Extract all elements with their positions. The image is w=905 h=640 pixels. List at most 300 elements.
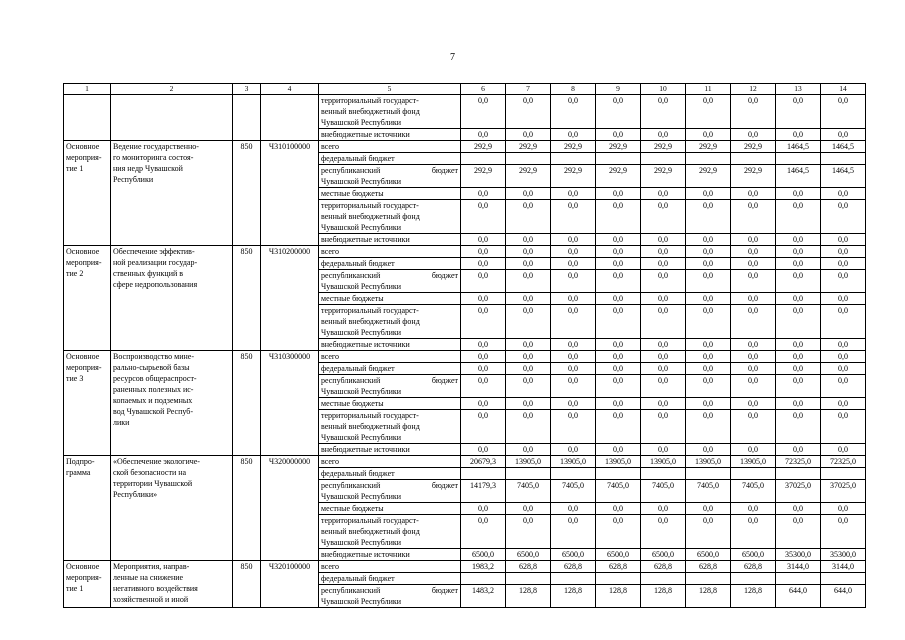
amount-cell: 0,0	[461, 410, 506, 444]
amount-cell: 0,0	[596, 305, 641, 339]
amount-cell: 1483,2	[461, 585, 506, 608]
funding-source-cell: территориальный государст- венный внебюджетный фонд Чувашской Республики	[319, 305, 461, 339]
amount-cell: 0,0	[596, 515, 641, 549]
table-row	[64, 95, 866, 129]
amount-cell: 13905,0	[506, 456, 551, 468]
amount-cell: 0,0	[821, 270, 866, 293]
amount-cell: 6500,0	[551, 549, 596, 561]
amount-cell: 0,0	[551, 188, 596, 200]
gbp-code-cell: 850	[233, 351, 261, 456]
amount-cell: 128,8	[551, 585, 596, 608]
column-number-cell: 1	[64, 84, 111, 95]
amount-cell: 0,0	[686, 246, 731, 258]
column-number-cell: 12	[731, 84, 776, 95]
amount-cell: 644,0	[776, 585, 821, 608]
amount-cell: 0,0	[776, 258, 821, 270]
amount-cell: 0,0	[686, 398, 731, 410]
amount-cell: 0,0	[686, 270, 731, 293]
amount-cell: 0,0	[731, 515, 776, 549]
table-body	[64, 95, 866, 608]
amount-cell: 0,0	[731, 375, 776, 398]
amount-cell: 292,9	[461, 165, 506, 188]
funding-source-cell: территориальный государст- венный внебюджетный фонд Чувашской Республики	[319, 95, 461, 129]
amount-cell: 0,0	[596, 339, 641, 351]
amount-cell: 0,0	[686, 305, 731, 339]
amount-cell: 7405,0	[506, 480, 551, 503]
amount-cell: 0,0	[821, 293, 866, 305]
column-number-cell: 7	[506, 84, 551, 95]
amount-cell	[686, 573, 731, 585]
amount-cell: 6500,0	[731, 549, 776, 561]
amount-cell: 0,0	[776, 293, 821, 305]
amount-cell: 0,0	[776, 270, 821, 293]
amount-cell: 0,0	[551, 293, 596, 305]
amount-cell: 0,0	[596, 363, 641, 375]
amount-cell	[731, 573, 776, 585]
amount-cell	[506, 468, 551, 480]
amount-cell: 0,0	[686, 188, 731, 200]
group-description-cell: Обеспечение эффектив- ной реализации государ- ственных функций в сфере недропользования	[111, 246, 233, 351]
column-number-cell: 8	[551, 84, 596, 95]
amount-cell: 0,0	[686, 339, 731, 351]
amount-cell: 0,0	[596, 200, 641, 234]
amount-cell: 0,0	[686, 410, 731, 444]
funding-source-cell: федеральный бюджет	[319, 258, 461, 270]
amount-cell	[596, 573, 641, 585]
table-row	[64, 351, 866, 363]
amount-cell: 0,0	[596, 398, 641, 410]
program-code-cell	[261, 95, 319, 141]
amount-cell	[821, 468, 866, 480]
amount-cell: 0,0	[506, 363, 551, 375]
amount-cell: 6500,0	[461, 549, 506, 561]
funding-source-cell: всего	[319, 456, 461, 468]
amount-cell: 628,8	[731, 561, 776, 573]
page-number: 7	[450, 52, 455, 63]
funding-source-cell: территориальный государст- венный внебюджетный фонд Чувашской Республики	[319, 200, 461, 234]
amount-cell: 0,0	[596, 246, 641, 258]
group-title-cell: Подпро- грамма	[64, 456, 111, 561]
amount-cell: 292,9	[551, 141, 596, 153]
table-row	[64, 456, 866, 468]
amount-cell	[641, 468, 686, 480]
amount-cell: 128,8	[596, 585, 641, 608]
amount-cell: 0,0	[776, 95, 821, 129]
amount-cell: 0,0	[776, 200, 821, 234]
amount-cell: 0,0	[551, 503, 596, 515]
amount-cell: 0,0	[641, 95, 686, 129]
amount-cell: 1464,5	[776, 141, 821, 153]
group-title-cell: Основное мероприя- тие 1	[64, 561, 111, 608]
amount-cell: 0,0	[506, 188, 551, 200]
amount-cell: 628,8	[596, 561, 641, 573]
amount-cell	[551, 468, 596, 480]
amount-cell: 0,0	[776, 188, 821, 200]
group-title-cell: Основное мероприя- тие 2	[64, 246, 111, 351]
column-number-cell: 4	[261, 84, 319, 95]
amount-cell: 0,0	[776, 339, 821, 351]
amount-cell: 3144,0	[821, 561, 866, 573]
funding-source-cell: республиканский бюджет Чувашской Республики	[319, 375, 461, 398]
funding-source-cell: федеральный бюджет	[319, 468, 461, 480]
amount-cell: 0,0	[776, 363, 821, 375]
amount-cell: 0,0	[506, 293, 551, 305]
gbp-code-cell	[233, 95, 261, 141]
amount-cell	[776, 153, 821, 165]
column-number-cell: 3	[233, 84, 261, 95]
amount-cell: 0,0	[821, 339, 866, 351]
amount-cell: 0,0	[776, 444, 821, 456]
amount-cell: 0,0	[551, 270, 596, 293]
amount-cell: 0,0	[641, 363, 686, 375]
amount-cell: 0,0	[641, 234, 686, 246]
amount-cell: 292,9	[506, 141, 551, 153]
amount-cell	[821, 573, 866, 585]
funding-source-cell: федеральный бюджет	[319, 153, 461, 165]
amount-cell: 0,0	[506, 375, 551, 398]
funding-source-cell: территориальный государст- венный внебюджетный фонд Чувашской Республики	[319, 515, 461, 549]
amount-cell: 292,9	[641, 165, 686, 188]
amount-cell: 0,0	[506, 95, 551, 129]
amount-cell: 292,9	[731, 141, 776, 153]
amount-cell: 0,0	[596, 234, 641, 246]
amount-cell: 1464,5	[821, 165, 866, 188]
amount-cell: 292,9	[686, 165, 731, 188]
group-description-cell: Воспроизводство мине- рально-сырьевой базы ресурсов общераспрост- раненных полезных ис- копаемых и подземных вод Чувашской Респуб- лики	[111, 351, 233, 456]
amount-cell: 0,0	[731, 293, 776, 305]
funding-source-cell: всего	[319, 246, 461, 258]
amount-cell: 0,0	[641, 398, 686, 410]
amount-cell: 0,0	[686, 258, 731, 270]
amount-cell: 292,9	[596, 165, 641, 188]
group-title-cell: Основное мероприя- тие 1	[64, 141, 111, 246]
amount-cell: 0,0	[821, 129, 866, 141]
amount-cell: 72325,0	[821, 456, 866, 468]
amount-cell	[776, 468, 821, 480]
program-code-cell: Ч310100000	[261, 141, 319, 246]
amount-cell	[731, 153, 776, 165]
amount-cell: 0,0	[506, 258, 551, 270]
gbp-code-cell: 850	[233, 246, 261, 351]
column-number-row	[64, 84, 866, 95]
amount-cell: 0,0	[596, 188, 641, 200]
amount-cell: 0,0	[641, 305, 686, 339]
funding-source-cell: территориальный государст- венный внебюджетный фонд Чувашской Республики	[319, 410, 461, 444]
budget-table	[63, 83, 866, 608]
amount-cell: 0,0	[731, 246, 776, 258]
amount-cell: 0,0	[506, 129, 551, 141]
amount-cell: 0,0	[821, 188, 866, 200]
amount-cell: 0,0	[686, 200, 731, 234]
amount-cell: 628,8	[686, 561, 731, 573]
amount-cell: 0,0	[731, 234, 776, 246]
amount-cell: 0,0	[461, 503, 506, 515]
group-title-cell	[64, 95, 111, 141]
amount-cell: 0,0	[461, 398, 506, 410]
amount-cell: 35300,0	[821, 549, 866, 561]
amount-cell: 0,0	[731, 351, 776, 363]
amount-cell: 0,0	[641, 246, 686, 258]
column-number-cell: 14	[821, 84, 866, 95]
amount-cell: 0,0	[596, 351, 641, 363]
amount-cell: 0,0	[731, 339, 776, 351]
amount-cell: 37025,0	[821, 480, 866, 503]
column-number-cell: 5	[319, 84, 461, 95]
amount-cell: 0,0	[686, 515, 731, 549]
amount-cell: 0,0	[686, 351, 731, 363]
amount-cell: 128,8	[686, 585, 731, 608]
amount-cell: 0,0	[551, 246, 596, 258]
column-number-cell: 2	[111, 84, 233, 95]
amount-cell: 0,0	[731, 410, 776, 444]
funding-source-cell: федеральный бюджет	[319, 363, 461, 375]
gbp-code-cell: 850	[233, 561, 261, 608]
amount-cell: 0,0	[821, 503, 866, 515]
amount-cell: 0,0	[461, 95, 506, 129]
amount-cell: 0,0	[776, 351, 821, 363]
amount-cell: 0,0	[551, 305, 596, 339]
amount-cell: 292,9	[731, 165, 776, 188]
amount-cell: 628,8	[551, 561, 596, 573]
amount-cell: 0,0	[776, 398, 821, 410]
amount-cell: 292,9	[641, 141, 686, 153]
amount-cell: 0,0	[596, 129, 641, 141]
amount-cell: 0,0	[461, 293, 506, 305]
amount-cell: 128,8	[731, 585, 776, 608]
program-code-cell: Ч310300000	[261, 351, 319, 456]
amount-cell: 0,0	[551, 200, 596, 234]
amount-cell: 0,0	[821, 200, 866, 234]
amount-cell: 292,9	[686, 141, 731, 153]
program-code-cell: Ч320100000	[261, 561, 319, 608]
amount-cell: 0,0	[821, 234, 866, 246]
funding-source-cell: внебюджетные источники	[319, 444, 461, 456]
column-number-cell: 11	[686, 84, 731, 95]
amount-cell: 13905,0	[731, 456, 776, 468]
amount-cell: 0,0	[461, 200, 506, 234]
amount-cell: 0,0	[731, 95, 776, 129]
funding-source-cell: внебюджетные источники	[319, 234, 461, 246]
amount-cell: 0,0	[506, 305, 551, 339]
funding-source-cell: внебюджетные источники	[319, 129, 461, 141]
amount-cell: 0,0	[686, 444, 731, 456]
amount-cell: 0,0	[776, 234, 821, 246]
amount-cell: 7405,0	[686, 480, 731, 503]
amount-cell: 0,0	[821, 305, 866, 339]
funding-source-cell: местные бюджеты	[319, 503, 461, 515]
amount-cell	[461, 468, 506, 480]
amount-cell: 0,0	[461, 515, 506, 549]
amount-cell: 0,0	[776, 410, 821, 444]
amount-cell: 0,0	[506, 200, 551, 234]
amount-cell: 72325,0	[776, 456, 821, 468]
amount-cell: 0,0	[776, 246, 821, 258]
amount-cell: 0,0	[641, 444, 686, 456]
amount-cell	[551, 153, 596, 165]
amount-cell: 6500,0	[686, 549, 731, 561]
funding-source-cell: внебюджетные источники	[319, 549, 461, 561]
amount-cell	[776, 573, 821, 585]
gbp-code-cell: 850	[233, 141, 261, 246]
amount-cell: 0,0	[731, 188, 776, 200]
amount-cell: 0,0	[596, 444, 641, 456]
amount-cell: 13905,0	[686, 456, 731, 468]
amount-cell: 0,0	[461, 375, 506, 398]
funding-source-cell: внебюджетные источники	[319, 339, 461, 351]
amount-cell: 0,0	[821, 246, 866, 258]
amount-cell: 0,0	[641, 258, 686, 270]
amount-cell: 0,0	[731, 270, 776, 293]
table-row	[64, 561, 866, 573]
amount-cell	[686, 468, 731, 480]
amount-cell: 0,0	[551, 258, 596, 270]
funding-source-cell: федеральный бюджет	[319, 573, 461, 585]
funding-source-cell: республиканский бюджет Чувашской Республики	[319, 585, 461, 608]
amount-cell: 0,0	[506, 515, 551, 549]
amount-cell: 0,0	[506, 410, 551, 444]
amount-cell: 1464,5	[821, 141, 866, 153]
amount-cell: 0,0	[821, 375, 866, 398]
amount-cell: 0,0	[596, 270, 641, 293]
amount-cell	[596, 153, 641, 165]
amount-cell: 0,0	[461, 444, 506, 456]
amount-cell: 0,0	[641, 375, 686, 398]
funding-source-cell: республиканский бюджет Чувашской Республики	[319, 165, 461, 188]
amount-cell: 0,0	[596, 95, 641, 129]
amount-cell: 0,0	[551, 129, 596, 141]
amount-cell: 0,0	[461, 351, 506, 363]
amount-cell: 37025,0	[776, 480, 821, 503]
amount-cell: 7405,0	[731, 480, 776, 503]
table-row	[64, 246, 866, 258]
amount-cell: 1464,5	[776, 165, 821, 188]
amount-cell: 0,0	[686, 95, 731, 129]
amount-cell: 0,0	[506, 444, 551, 456]
amount-cell: 0,0	[506, 351, 551, 363]
amount-cell: 0,0	[731, 398, 776, 410]
group-description-cell: Мероприятия, направ- ленные на снижение негативного воздействия хозяйственной и иной	[111, 561, 233, 608]
funding-source-cell: местные бюджеты	[319, 398, 461, 410]
amount-cell: 292,9	[506, 165, 551, 188]
column-number-cell: 9	[596, 84, 641, 95]
amount-cell	[641, 573, 686, 585]
amount-cell: 0,0	[731, 258, 776, 270]
amount-cell: 0,0	[551, 444, 596, 456]
amount-cell: 0,0	[596, 503, 641, 515]
group-description-cell: «Обеспечение экологиче- ской безопасности на территории Чувашской Республики»	[111, 456, 233, 561]
amount-cell: 0,0	[821, 444, 866, 456]
amount-cell: 0,0	[506, 270, 551, 293]
amount-cell	[821, 153, 866, 165]
amount-cell: 0,0	[776, 129, 821, 141]
amount-cell: 0,0	[506, 398, 551, 410]
amount-cell: 0,0	[731, 444, 776, 456]
amount-cell: 0,0	[731, 200, 776, 234]
amount-cell: 0,0	[821, 515, 866, 549]
amount-cell: 13905,0	[641, 456, 686, 468]
amount-cell: 0,0	[731, 503, 776, 515]
amount-cell	[506, 153, 551, 165]
amount-cell: 0,0	[551, 95, 596, 129]
amount-cell	[686, 153, 731, 165]
amount-cell: 644,0	[821, 585, 866, 608]
amount-cell: 0,0	[641, 188, 686, 200]
amount-cell	[506, 573, 551, 585]
amount-cell: 6500,0	[641, 549, 686, 561]
amount-cell: 0,0	[551, 515, 596, 549]
amount-cell: 0,0	[821, 410, 866, 444]
amount-cell: 0,0	[461, 234, 506, 246]
column-number-cell: 6	[461, 84, 506, 95]
column-number-cell: 13	[776, 84, 821, 95]
amount-cell: 0,0	[461, 188, 506, 200]
amount-cell: 0,0	[596, 410, 641, 444]
amount-cell: 0,0	[776, 515, 821, 549]
amount-cell: 20679,3	[461, 456, 506, 468]
group-title-cell: Основное мероприя- тие 3	[64, 351, 111, 456]
amount-cell: 628,8	[641, 561, 686, 573]
amount-cell: 35300,0	[776, 549, 821, 561]
amount-cell: 0,0	[551, 234, 596, 246]
amount-cell	[551, 573, 596, 585]
amount-cell: 0,0	[461, 270, 506, 293]
amount-cell: 0,0	[641, 339, 686, 351]
program-code-cell: Ч310200000	[261, 246, 319, 351]
amount-cell: 0,0	[821, 95, 866, 129]
amount-cell: 13905,0	[551, 456, 596, 468]
amount-cell: 0,0	[686, 293, 731, 305]
amount-cell: 0,0	[596, 293, 641, 305]
funding-source-cell: республиканский бюджет Чувашской Республики	[319, 480, 461, 503]
amount-cell: 0,0	[821, 398, 866, 410]
amount-cell: 0,0	[551, 351, 596, 363]
amount-cell: 0,0	[641, 515, 686, 549]
amount-cell: 128,8	[506, 585, 551, 608]
amount-cell: 0,0	[731, 129, 776, 141]
amount-cell: 0,0	[641, 351, 686, 363]
funding-source-cell: республиканский бюджет Чувашской Республики	[319, 270, 461, 293]
amount-cell: 0,0	[551, 375, 596, 398]
group-description-cell: Ведение государственно- го мониторинга состоя- ния недр Чувашской Республики	[111, 141, 233, 246]
funding-source-cell: местные бюджеты	[319, 188, 461, 200]
amount-cell: 0,0	[776, 305, 821, 339]
amount-cell: 0,0	[551, 410, 596, 444]
amount-cell: 0,0	[731, 305, 776, 339]
amount-cell: 628,8	[506, 561, 551, 573]
amount-cell	[461, 573, 506, 585]
amount-cell: 14179,3	[461, 480, 506, 503]
amount-cell: 0,0	[461, 246, 506, 258]
amount-cell: 0,0	[506, 234, 551, 246]
amount-cell: 7405,0	[551, 480, 596, 503]
amount-cell: 0,0	[686, 234, 731, 246]
amount-cell: 3144,0	[776, 561, 821, 573]
amount-cell: 0,0	[686, 503, 731, 515]
table-row	[64, 141, 866, 153]
amount-cell: 0,0	[461, 339, 506, 351]
amount-cell: 7405,0	[641, 480, 686, 503]
funding-source-cell: местные бюджеты	[319, 293, 461, 305]
amount-cell: 0,0	[551, 339, 596, 351]
amount-cell: 0,0	[686, 363, 731, 375]
amount-cell: 6500,0	[506, 549, 551, 561]
amount-cell: 0,0	[821, 258, 866, 270]
amount-cell: 0,0	[776, 503, 821, 515]
amount-cell: 292,9	[461, 141, 506, 153]
amount-cell: 0,0	[821, 351, 866, 363]
amount-cell: 0,0	[506, 339, 551, 351]
amount-cell: 292,9	[596, 141, 641, 153]
